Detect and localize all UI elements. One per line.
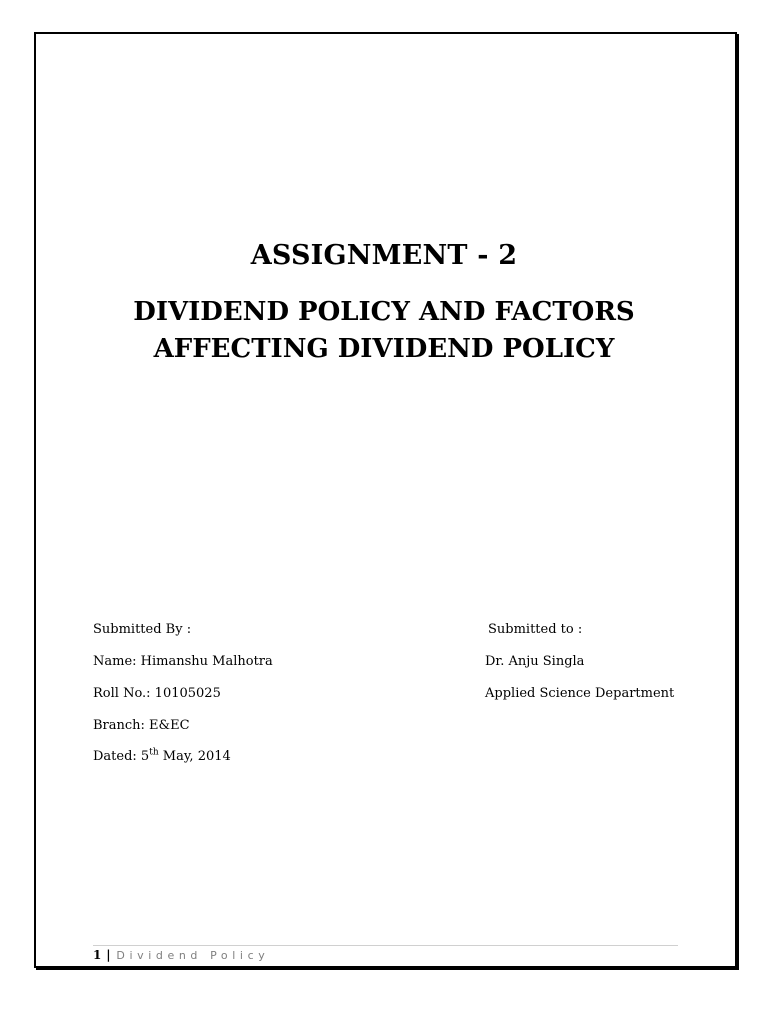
submitted-by-label: Submitted By :: [93, 622, 192, 637]
page-footer: [93, 948, 269, 962]
date-prefix: Dated: 5: [93, 749, 150, 764]
branch: Branch: E&EC: [93, 718, 190, 733]
footer-rule: [93, 945, 678, 946]
page-border: [34, 32, 737, 968]
submission-date: [93, 749, 231, 764]
roll-number: Roll No.: 10105025: [93, 686, 221, 701]
footer-separator: |: [106, 948, 111, 962]
supervisor-name: Dr. Anju Singla: [485, 654, 585, 669]
subject-title-line-1: DIVIDEND POLICY AND FACTORS: [133, 297, 635, 327]
subject-title-line-2: AFFECTING DIVIDEND POLICY: [153, 334, 615, 364]
page-number: 1: [93, 948, 102, 962]
date-ordinal-suffix: th: [149, 747, 159, 758]
running-title: Dividend Policy: [116, 949, 270, 962]
department-name: Applied Science Department: [485, 686, 675, 701]
student-name: Name: Himanshu Malhotra: [93, 654, 273, 669]
date-suffix: May, 2014: [158, 749, 231, 764]
assignment-title: ASSIGNMENT - 2: [250, 240, 518, 271]
subject-title: [0, 294, 768, 368]
submitted-to-label: Submitted to :: [488, 622, 583, 637]
